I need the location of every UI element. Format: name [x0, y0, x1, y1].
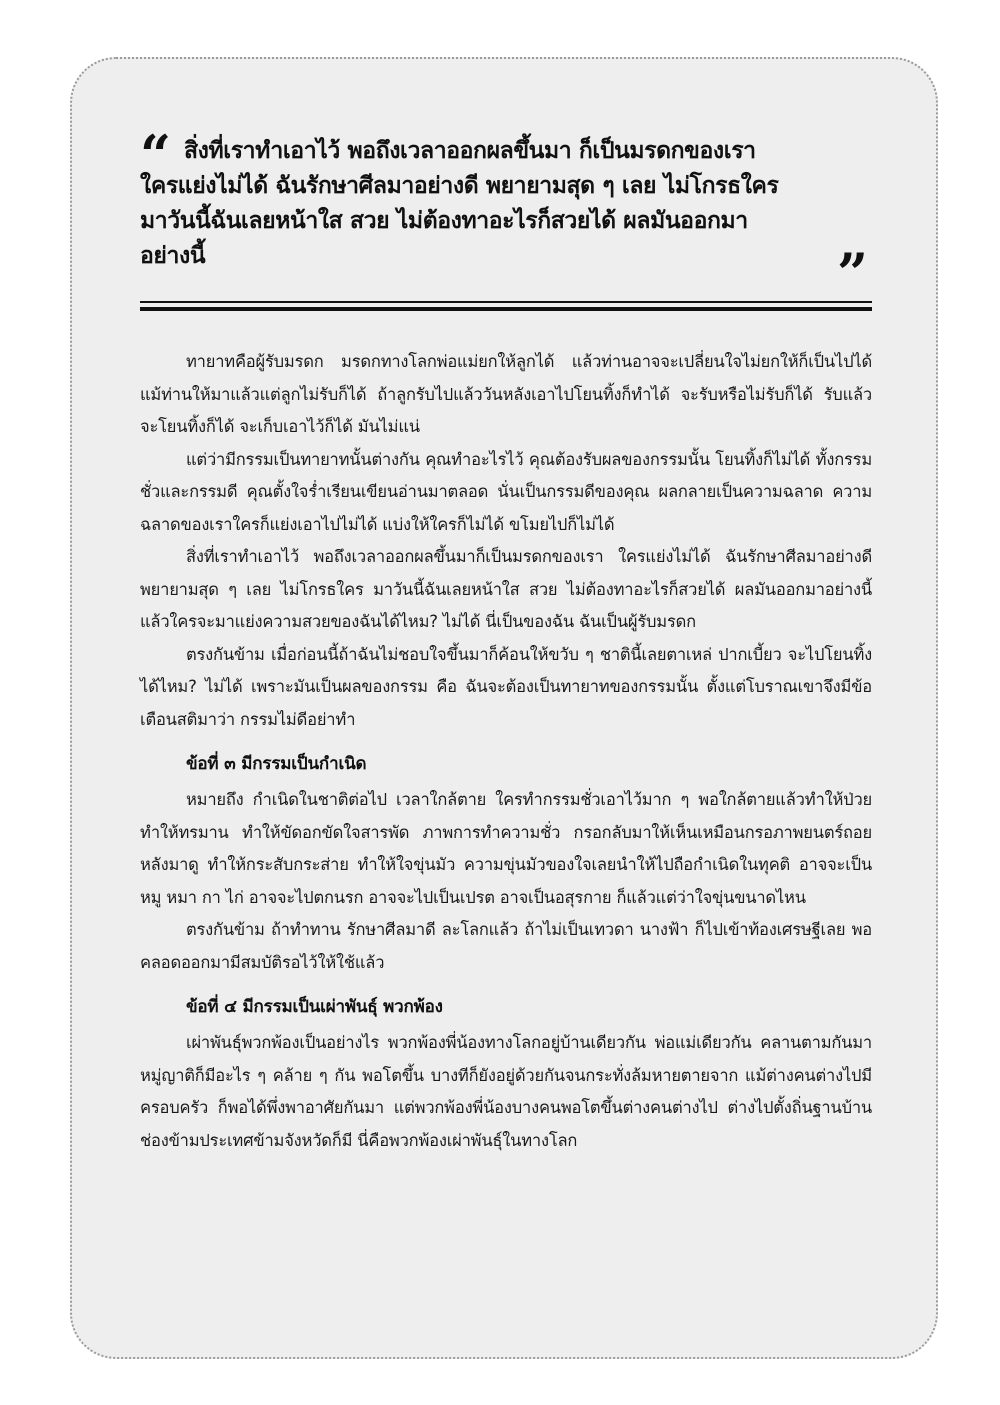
open-quote-mark: “ [140, 123, 172, 187]
paragraph: หมายถึง กำเนิดในชาติต่อไป เวลาใกล้ตาย ใครทำกรรมชั่วเอาไว้มาก ๆ พอใกล้ตายแล้วทำให้ป่วย ทำให้ทรมาน ทำให้ขัดอกขัดใจสารพัด ภาพการทำความชั่ว กรอกลับมาให้เห็นเหมือนกรอภาพยนตร์ถอยหลังมาดู ทำให้กระสับกระส่าย ทำให้ใจขุ่นมัว ความขุ่นมัวของใจเลยนำให้ไปถือกำเนิดในทุคติ อาจจะเป็นหมู หมา กา ไก่ อาจจะไปตกนรก อาจจะไปเป็นเปรต อาจเป็นอสุรกาย ก็แล้วแต่ว่าใจขุ่นขนาดไหน [140, 790, 872, 907]
pull-quote-text [140, 134, 870, 274]
paragraph: แต่ว่ามีกรรมเป็นทายาทนั้นต่างกัน คุณทำอะไรไว้ คุณต้องรับผลของกรรมนั้น โยนทิ้งก็ไม่ได้ ทั้งกรรมชั่วและกรรมดี คุณตั้งใจร่ำเรียนเขียนอ่านมาตลอด นั่นเป็นกรรมดีของคุณ ผลกลายเป็นความฉลาด ความฉลาดของเราใครก็แย่งเอาไปไม่ได้ แบ่งให้ใครก็ไม่ได้ ขโมยไปก็ไม่ได้ [140, 449, 872, 534]
paragraph: ตรงกันข้าม ถ้าทำทาน รักษาศีลมาดี ละโลกแล้ว ถ้าไม่เป็นเทวดา นางฟ้า ก็ไปเข้าท้องเศรษฐีเลย พอคลอดออกมามีสมบัติรอไว้ให้ใช้แล้ว [140, 920, 872, 972]
paragraph: เผ่าพันธุ์พวกพ้องเป็นอย่างไร พวกพ้องพี่น้องทางโลกอยู่บ้านเดียวกัน พ่อแม่เดียวกัน คลานตามกันมา หมู่ญาติก็มีอะไร ๆ คล้าย ๆ กัน พอโตขึ้น บางทีก็ยังอยู่ด้วยกันจนกระทั่งล้มหายตายจาก แม้ต่างคนต่างไปมีครอบครัว ก็พอได้พึ่งพาอาศัยกันมา แต่พวกพ้องพี่น้องบางคนพอโตขึ้นต่างคนต่างไป ต่างไปตั้งถิ่นฐานบ้านช่องข้ามประเทศข้ามจังหวัดก็มี นี่คือพวกพ้องเผ่าพันธุ์ในทางโลก [140, 1033, 872, 1150]
paragraph: ทายาทคือผู้รับมรดก มรดกทางโลกพ่อแม่ยกให้ลูกได้ แล้วท่านอาจจะเปลี่ยนใจไม่ยกให้ก็เป็นไปได้ แม้ท่านให้มาแล้วแต่ลูกไม่รับก็ได้ ถ้าลูกรับไปแล้ววันหลังเอาไปโยนทิ้งก็ทำได้ จะรับหรือไม่รับก็ได้ รับแล้วจะโยนทิ้งก็ได้ จะเก็บเอาไว้ก็ได้ มันไม่แน่ [140, 352, 872, 436]
section-heading-4: ข้อที่ ๔ มีกรรมเป็นเผ่าพันธุ์ พวกพ้อง [186, 997, 443, 1017]
close-quote-mark: ” [836, 241, 868, 305]
section-heading-3: ข้อที่ ๓ มีกรรมเป็นกำเนิด [186, 754, 367, 774]
double-rule-divider [140, 301, 872, 311]
pull-quote [140, 123, 870, 305]
paragraph: สิ่งที่เราทำเอาไว้ พอถึงเวลาออกผลขึ้นมาก็เป็นมรดกของเรา ใครแย่งไม่ได้ ฉันรักษาศีลมาอย่างดี พยายามสุด ๆ เลย ไม่โกรธใคร มาวันนี้ฉันเลยหน้าใส สวย ไม่ต้องทาอะไรก็สวยได้ ผลมันออกมาอย่างนี้ แล้วใครจะมาแย่งความสวยของฉันได้ไหม? ไม่ได้ นี่เป็นของฉัน ฉันเป็นผู้รับมรดก [140, 547, 872, 631]
pull-quote-line: มาวันนี้ฉันเลยหน้าใส สวย ไม่ต้องทาอะไรก็สวยได้ ผลมันออกมา [140, 208, 748, 234]
pull-quote-line: ใครแย่งไม่ได้ ฉันรักษาศีลมาอย่างดี พยายามสุด ๆ เลย ไม่โกรธใคร [140, 173, 779, 199]
body-text [140, 346, 872, 1157]
paragraph: ตรงกันข้าม เมื่อก่อนนี้ถ้าฉันไม่ชอบใจขึ้นมาก็ค้อนให้ขวับ ๆ ชาตินี้เลยตาเหล่ ปากเบี้ยว จะไปโยนทิ้งได้ไหม? ไม่ได้ เพราะมันเป็นผลของกรรม คือ ฉันจะต้องเป็นทายาทของกรรมนั้น ตั้งแต่โบราณเขาจึงมีข้อเตือนสติมาว่า กรรมไม่ดีอย่าทำ [140, 644, 872, 729]
pull-quote-line: อย่างนี้ [140, 243, 206, 269]
pull-quote-line: สิ่งที่เราทำเอาไว้ พอถึงเวลาออกผลขึ้นมา ก็เป็นมรดกของเรา [184, 138, 756, 164]
